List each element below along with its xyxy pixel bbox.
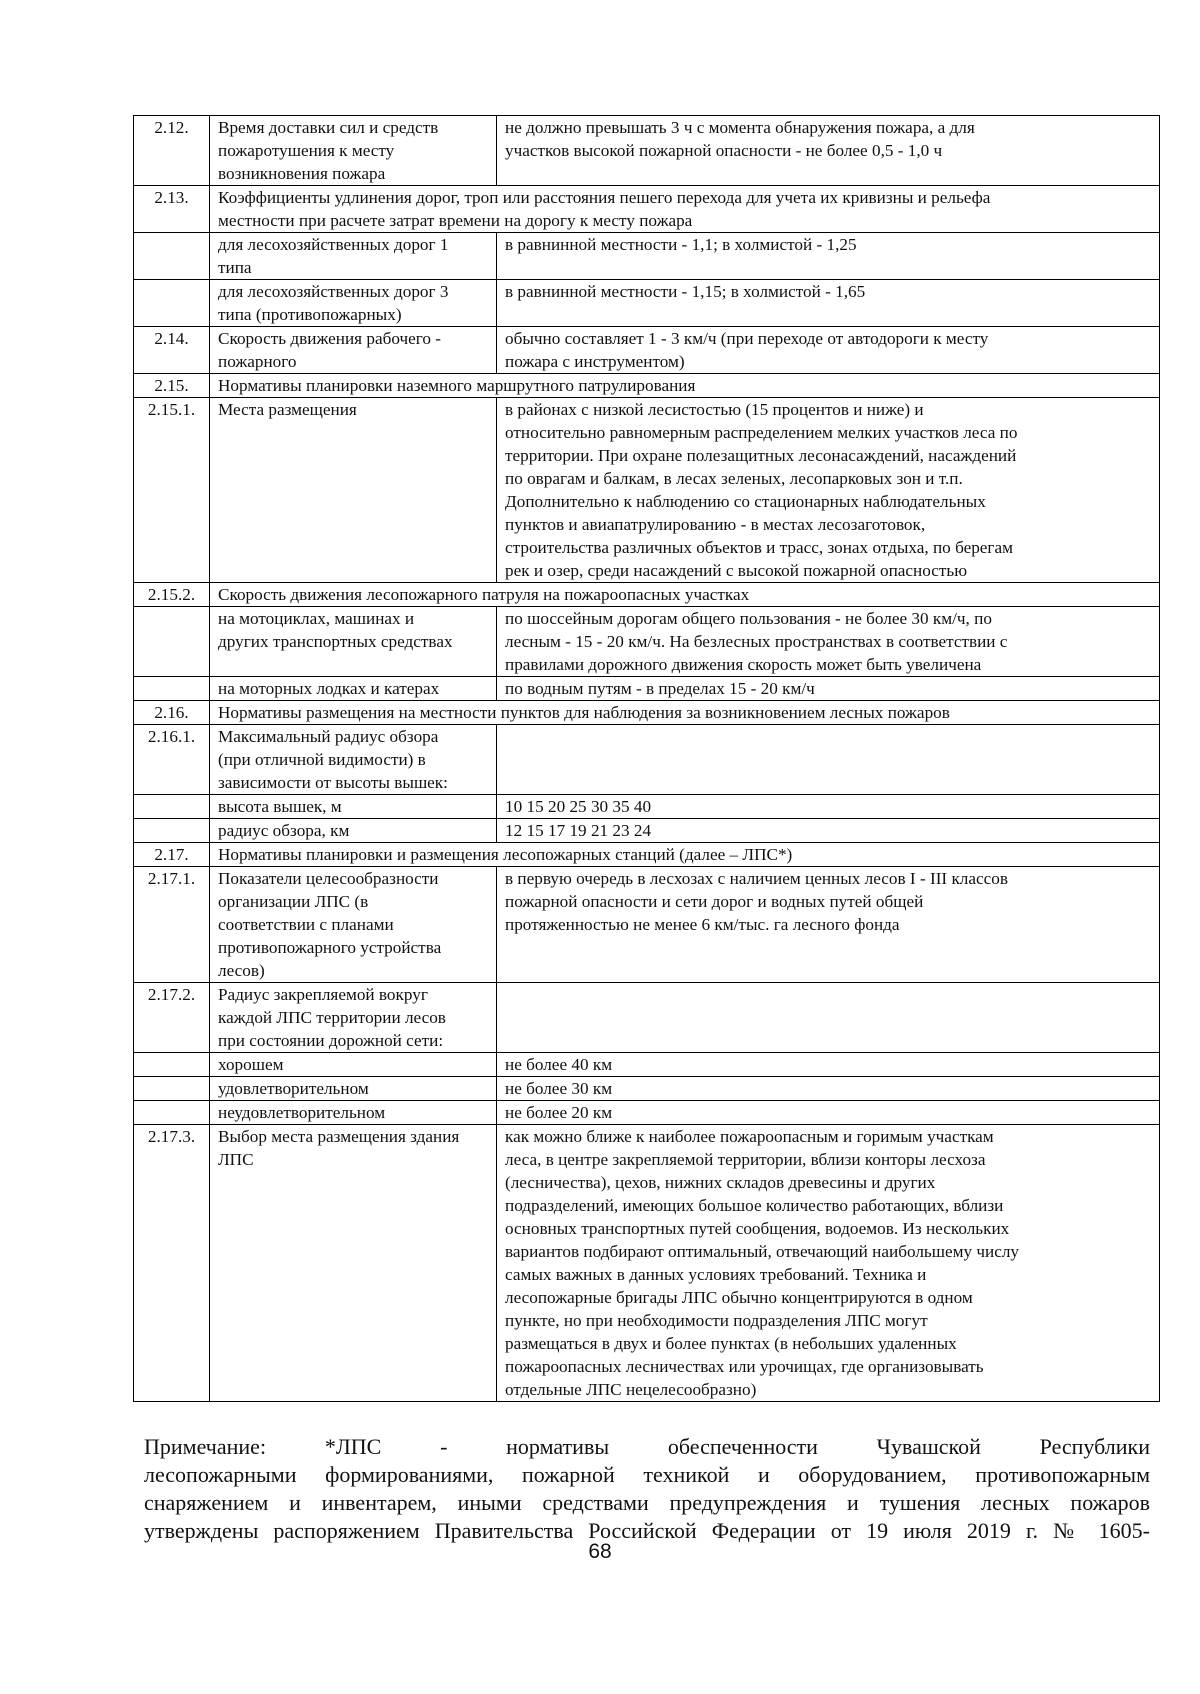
row-number-cell: 2.12. (134, 116, 210, 186)
table-row (134, 1077, 1160, 1101)
parameter-cell: Радиус закрепляемой вокруг каждой ЛПС территории лесов при состоянии дорожной сети: (210, 983, 497, 1053)
value-cell: как можно ближе к наиболее пожароопасным и горимым участкам леса, в центре закрепляемой территории, вблизи конторы лесхоза (лесничества), цехов, нижних складов древесины и других подразделений, имеющих большое количество работающих, вблизи основных транспортных путей сообщения, водоемов. Из нескольких вариантов подбирают оптимальный, отвечающий наибольшему числу самых важных в данных условиях требований. Техника и лесопожарные бригады ЛПС обычно концентрируются в одном пункте, но при необходимости подразделения ЛПС могут размещаться в двух и более пунктах (в небольших удаленных пожароопасных лесничествах или урочищах, где организовывать отдельные ЛПС нецелесообразно) (497, 1125, 1160, 1402)
table-row (134, 867, 1160, 983)
value-cell: не более 20 км (497, 1101, 1160, 1125)
row-number-cell (134, 795, 210, 819)
footnote-label: Примечание: (144, 1434, 267, 1459)
parameter-cell: для лесохозяйственных дорог 3 типа (противопожарных) (210, 280, 497, 327)
row-number-cell: 2.16. (134, 701, 210, 725)
row-number-cell: 2.17.2. (134, 983, 210, 1053)
value-cell: 10 15 20 25 30 35 40 (497, 795, 1160, 819)
row-number-cell (134, 1077, 210, 1101)
parameter-cell: Выбор места размещения здания ЛПС (210, 1125, 497, 1402)
parameter-cell: на мотоциклах, машинах и других транспортных средствах (210, 607, 497, 677)
row-number-cell: 2.14. (134, 327, 210, 374)
parameter-cell: Показатели целесообразности организации ЛПС (в соответствии с планами противопожарного устройства лесов) (210, 867, 497, 983)
row-number-cell (134, 819, 210, 843)
table-row (134, 701, 1160, 725)
section-heading-cell: Нормативы планировки и размещения лесопожарных станций (далее – ЛПС*) (210, 843, 1160, 867)
row-number-cell: 2.17.3. (134, 1125, 210, 1402)
row-number-cell: 2.17.1. (134, 867, 210, 983)
table-row (134, 843, 1160, 867)
page-number: 68 (588, 1540, 612, 1563)
value-cell: по водным путям - в пределах 15 - 20 км/ч (497, 677, 1160, 701)
value-cell: не более 30 км (497, 1077, 1160, 1101)
table-row (134, 725, 1160, 795)
row-number-cell (134, 677, 210, 701)
parameter-cell: хорошем (210, 1053, 497, 1077)
row-number-cell (134, 1053, 210, 1077)
row-number-cell: 2.15.2. (134, 583, 210, 607)
table-row (134, 374, 1160, 398)
value-cell (497, 725, 1160, 795)
parameter-cell: высота вышек, м (210, 795, 497, 819)
table-row (134, 1053, 1160, 1077)
table-row (134, 607, 1160, 677)
table-row (134, 398, 1160, 583)
table-row (134, 280, 1160, 327)
row-number-cell: 2.15. (134, 374, 210, 398)
parameter-cell: радиус обзора, км (210, 819, 497, 843)
section-heading-cell: Нормативы планировки наземного маршрутного патрулирования (210, 374, 1160, 398)
value-cell: в первую очередь в лесхозах с наличием ценных лесов I - III классов пожарной опасности и сети дорог и водных путей общей протяженностью не менее 6 км/тыс. га лесного фонда (497, 867, 1160, 983)
parameter-cell: для лесохозяйственных дорог 1 типа (210, 233, 497, 280)
value-cell: не должно превышать 3 ч с момента обнаружения пожара, а для участков высокой пожарной опасности - не более 0,5 - 1,0 ч (497, 116, 1160, 186)
parameter-cell: Время доставки сил и средств пожаротушения к месту возникновения пожара (210, 116, 497, 186)
section-heading-cell: Нормативы размещения на местности пунктов для наблюдения за возникновением лесных пожаров (210, 701, 1160, 725)
value-cell (497, 983, 1160, 1053)
footnote-text: *ЛПС - нормативы обеспеченности Чувашской Республики лесопожарными формированиями, пожарной техникой и оборудованием, противопожарным снаряжением и инвентарем, иными средствами предупреждения и тушения лесных пожаров утверждены распоряжением Правительства Российской Федерации от 19 июля 2019 г. № 1605- (144, 1434, 1150, 1543)
parameter-cell: на моторных лодках и катерах (210, 677, 497, 701)
parameter-cell: Максимальный радиус обзора (при отличной видимости) в зависимости от высоты вышек: (210, 725, 497, 795)
table-row (134, 116, 1160, 186)
footnote (144, 1433, 1150, 1545)
parameter-cell: Места размещения (210, 398, 497, 583)
table-row (134, 795, 1160, 819)
value-cell: обычно составляет 1 - 3 км/ч (при переходе от автодороги к месту пожара с инструментом) (497, 327, 1160, 374)
norms-table (133, 115, 1160, 1402)
value-cell: 12 15 17 19 21 23 24 (497, 819, 1160, 843)
section-heading-cell: Коэффициенты удлинения дорог, троп или расстояния пешего перехода для учета их кривизны и рельефа местности при расчете затрат времени на дорогу к месту пожара (210, 186, 1160, 233)
table-row (134, 983, 1160, 1053)
value-cell: в равнинной местности - 1,15; в холмистой - 1,65 (497, 280, 1160, 327)
value-cell: в равнинной местности - 1,1; в холмистой - 1,25 (497, 233, 1160, 280)
row-number-cell: 2.16.1. (134, 725, 210, 795)
norms-table-body (134, 116, 1160, 1402)
table-row (134, 819, 1160, 843)
parameter-cell: Скорость движения рабочего - пожарного (210, 327, 497, 374)
table-row (134, 583, 1160, 607)
value-cell: не более 40 км (497, 1053, 1160, 1077)
row-number-cell (134, 280, 210, 327)
table-row (134, 677, 1160, 701)
row-number-cell (134, 607, 210, 677)
value-cell: в районах с низкой лесистостью (15 процентов и ниже) и относительно равномерным распределением мелких участков леса по территории. При охране полезащитных лесонасаждений, насаждений по оврагам и балкам, в лесах зеленых, лесопарковых зон и т.п. Дополнительно к наблюдению со стационарных наблюдательных пунктов и авиапатрулированию - в местах лесозаготовок, строительства различных объектов и трасс, зонах отдыха, по берегам рек и озер, среди насаждений с высокой пожарной опасностью (497, 398, 1160, 583)
table-row (134, 1125, 1160, 1402)
value-cell: по шоссейным дорогам общего пользования - не более 30 км/ч, по лесным - 15 - 20 км/ч. На безлесных пространствах в соответствии с правилами дорожного движения скорость может быть увеличена (497, 607, 1160, 677)
row-number-cell: 2.17. (134, 843, 210, 867)
parameter-cell: неудовлетворительном (210, 1101, 497, 1125)
row-number-cell: 2.13. (134, 186, 210, 233)
table-row (134, 1101, 1160, 1125)
row-number-cell: 2.15.1. (134, 398, 210, 583)
row-number-cell (134, 233, 210, 280)
table-row (134, 233, 1160, 280)
table-row (134, 186, 1160, 233)
section-heading-cell: Скорость движения лесопожарного патруля на пожароопасных участках (210, 583, 1160, 607)
table-row (134, 327, 1160, 374)
parameter-cell: удовлетворительном (210, 1077, 497, 1101)
row-number-cell (134, 1101, 210, 1125)
